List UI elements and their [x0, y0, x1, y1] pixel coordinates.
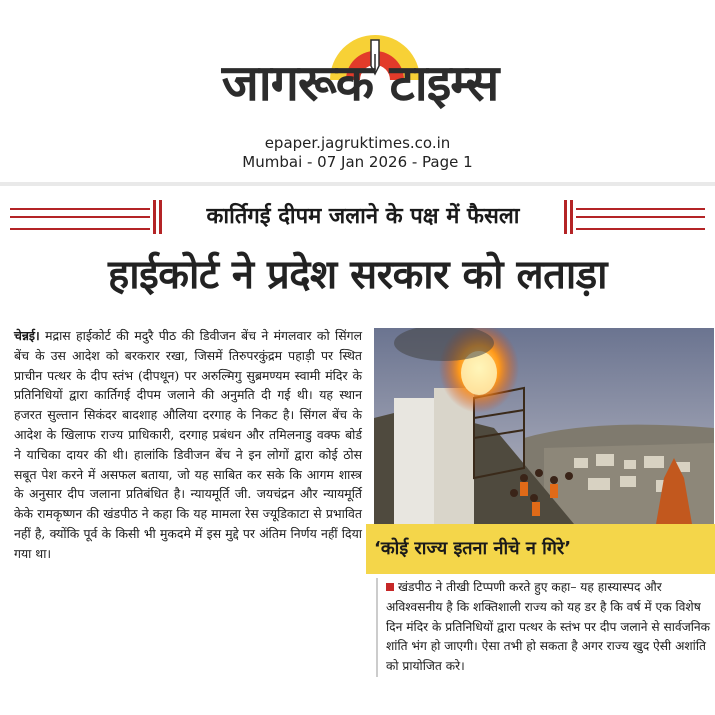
kicker-bar-left-2: [159, 200, 162, 234]
kicker-bar-right-2: [570, 200, 573, 234]
dateline: चेन्नई।: [14, 328, 40, 343]
body-text: मद्रास हाईकोर्ट की मदुरै पीठ की डिवीजन बेंच ने मंगलवार को सिंगल बेंच के उस आदेश को बरकरार रखा, जिसमें तिरुपरकुंद्रम पहाड़ी पर स्थित प्राचीन पत्थर के दीप स्तंभ (दीपथून) पर अरुल्मिगु सुब्रमण्यम स्वामी मंदिर के प्रतिनिधियों द्वारा कार्तिगई दीपम जलाने की अनुमति दी गई थी। यह स्थान हजरत सुल्तान सिकंदर बादशाह औलिया दरगाह के निकट है। सिंगल बेंच के आदेश के खिलाफ राज्य प्राधिकारी, दरगाह प्रबंधन और तमिलनाडु वक्फ बोर्ड ने याचिका दायर की थी। हालांकि डिवीजन बेंच ने इन लोगों द्वारा कोई ठोस सबूत पेश करने में असफल बताया, जो यह साबित कर सके कि आगम शास्त्र के अनुसार दीप जलाना प्रतिबंधित है। न्यायमूर्ति जी. जयचंद्रन और न्यायमूर्ति केके रामकृष्णन की खंडपीठ ने कहा कि यह मामला रेस ज्यूडिकाटा से प्रभावित नहीं है, क्योंकि पूर्व के किसी भी मुकदमे में इस मुद्दे पर अंतिम निर्णय नहीं दिया गया था।: [14, 328, 362, 561]
kicker-box: [153, 196, 573, 238]
kicker-row: [10, 196, 705, 238]
edition-date-page: Mumbai - 07 Jan 2026 - Page 1: [242, 153, 473, 171]
quote-box: [366, 524, 715, 574]
quote-body-text: खंडपीठ ने तीखी टिप्पणी करते हुए कहा– यह हास्यास्पद और अविश्वसनीय है कि शक्तिशाली राज्य को यह डर है कि वर्ष में एक विशेष दिन मंदिर के प्रतिनिधियों द्वारा पत्थर के स्तंभ पर दीप जलाने से सार्वजनिक शांति भंग हो जाएगी। ऐसा तभी हो सकता है अगर राज्य खुद ऐसी अशांति को प्रायोजित करे।: [386, 580, 711, 674]
red-square-bullet-icon: [386, 583, 394, 591]
kicker-rule-left: [10, 208, 150, 230]
headline: हाईकोर्ट ने प्रदेश सरकार को लताड़ा: [108, 252, 607, 298]
kicker-text: कार्तिगई दीपम जलाने के पक्ष में फैसला: [206, 204, 520, 229]
quote-title: ‘कोई राज्य इतना नीचे न गिरे’: [374, 538, 572, 559]
quote-body: [376, 578, 715, 677]
news-article: [0, 186, 715, 715]
kicker-rule-right: [576, 208, 705, 230]
temple-lamp-photo[interactable]: [374, 328, 714, 524]
kicker-bar-right: [564, 200, 567, 234]
edition-info: [0, 134, 715, 172]
masthead: [0, 0, 715, 182]
newspaper-logo[interactable]: [160, 8, 560, 118]
logo-text: जागरूक टाइम्स: [221, 54, 499, 112]
epaper-url[interactable]: epaper.jagruktimes.co.in: [264, 134, 451, 152]
article-body: [14, 326, 362, 564]
kicker-bar-left: [153, 200, 156, 234]
